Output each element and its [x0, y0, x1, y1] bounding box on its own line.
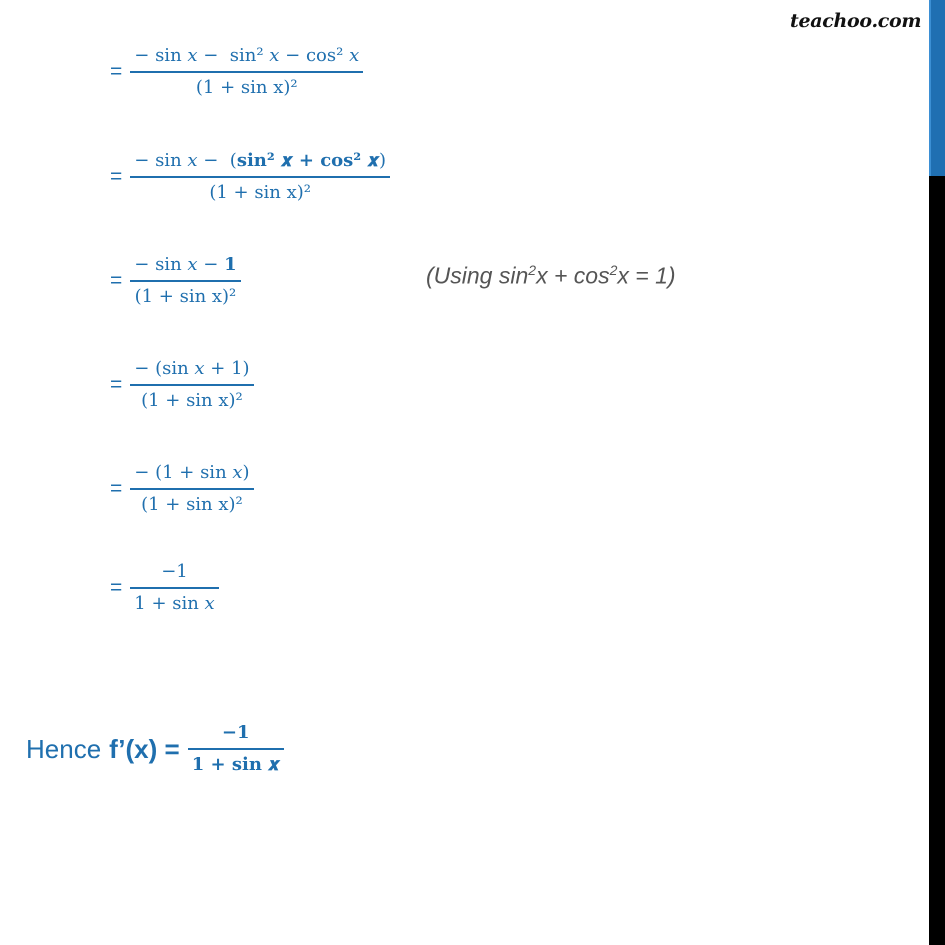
equals-sign: = — [110, 269, 123, 292]
denominator: 1 + sin 𝑥 — [134, 592, 215, 614]
numerator-bold: 𝟏 — [224, 254, 237, 276]
step-3 — [110, 251, 241, 311]
scrollbar-thumb[interactable] — [929, 0, 945, 176]
denominator: (1 + sin x)² — [134, 285, 237, 307]
denominator: 𝟏 + 𝐬𝐢𝐧 𝒙 — [191, 753, 280, 775]
numerator-bold: sin² 𝒙 + cos² 𝒙 — [236, 150, 380, 172]
denominator: (1 + sin x)² — [209, 181, 312, 203]
step-4 — [110, 355, 254, 415]
equals-sign: = — [110, 165, 123, 188]
fraction-bar — [130, 280, 240, 282]
fraction-bar — [130, 71, 363, 73]
fraction-bar — [130, 384, 253, 386]
fraction-bar — [130, 176, 390, 178]
fraction-bar — [130, 587, 218, 589]
numerator: − (1 + sin 𝑥) — [134, 462, 250, 484]
numerator-post: ) — [379, 150, 387, 172]
numerator — [130, 253, 240, 277]
step-6 — [110, 558, 219, 618]
fraction — [130, 149, 390, 205]
fraction — [130, 357, 253, 413]
note-sup-1: 2 — [528, 262, 537, 278]
hence-word: Hence — [26, 733, 102, 764]
equals-sign: = — [110, 576, 123, 599]
fraction — [130, 253, 240, 309]
numerator: − sin 𝑥 − sin² 𝑥 − cos² 𝑥 — [134, 45, 360, 67]
fraction — [130, 461, 253, 517]
fraction-bar — [188, 748, 284, 750]
denominator: (1 + sin x)² — [141, 493, 243, 515]
fraction-bar — [130, 488, 253, 490]
equals-sign: = — [110, 373, 123, 396]
fraction — [130, 44, 363, 100]
step-5 — [110, 459, 254, 519]
numerator — [130, 149, 390, 173]
step-2 — [110, 147, 390, 207]
numerator: − (sin 𝑥 + 1) — [134, 358, 250, 380]
note-sup-2: 2 — [609, 262, 618, 278]
numerator-pre: − sin 𝑥 − ( — [134, 150, 237, 172]
fraction — [130, 560, 218, 616]
note-text-3: x = 1) — [617, 262, 676, 289]
step-1 — [110, 42, 363, 102]
numerator: −𝟏 — [221, 722, 250, 744]
result-fraction — [188, 721, 284, 777]
denominator: (1 + sin x)² — [195, 76, 298, 98]
numerator-pre: − sin 𝑥 − — [134, 254, 225, 276]
equals-sign: = — [110, 60, 123, 83]
numerator: −1 — [161, 561, 188, 583]
identity-note — [426, 262, 676, 290]
result-statement — [26, 718, 284, 780]
note-text-1: (Using sin — [426, 262, 529, 289]
derivative-label: f’(x) = — [109, 733, 180, 764]
note-text-2: x + cos — [536, 262, 610, 289]
denominator: (1 + sin x)² — [141, 389, 243, 411]
brand-logo: teachoo.com — [790, 10, 922, 32]
equals-sign: = — [110, 477, 123, 500]
